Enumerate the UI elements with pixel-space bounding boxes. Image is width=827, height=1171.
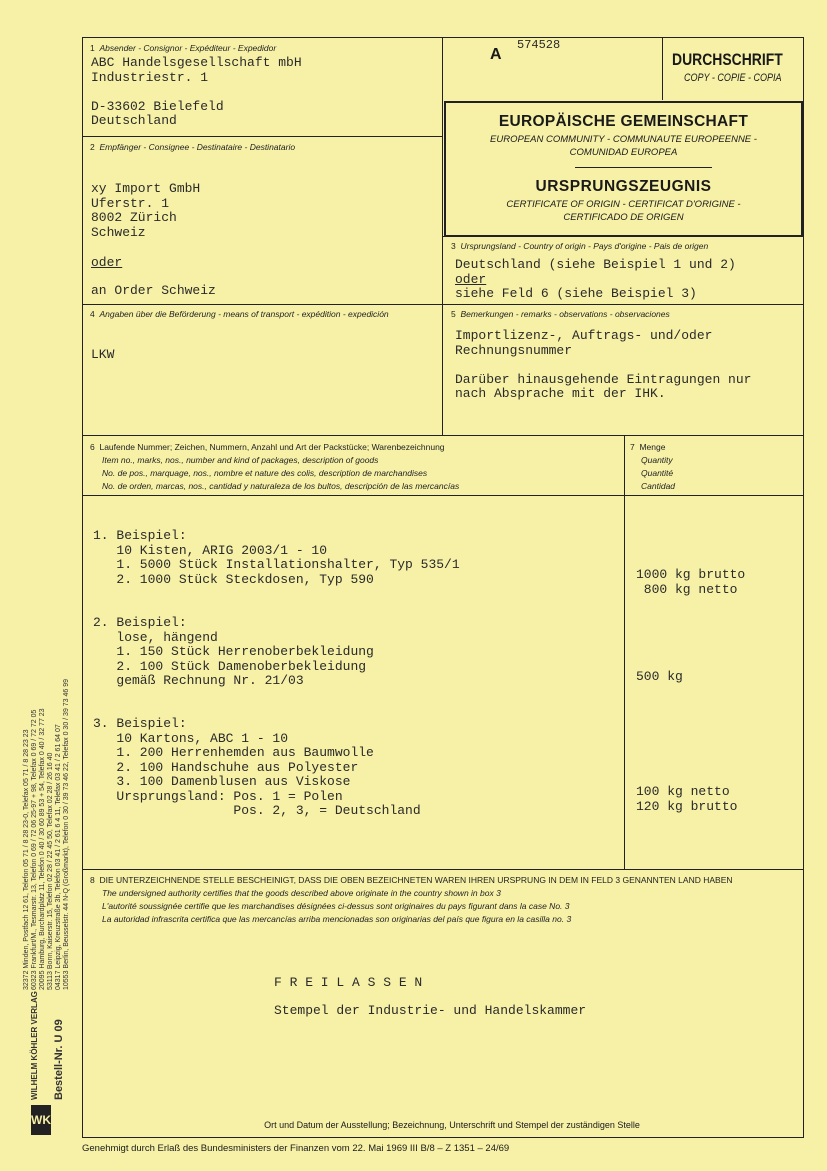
goods-example-1: 1. Beispiel: 10 Kisten, ARIG 2003/1 - 10 1. 5000 Stück Installationshalter, Typ 535/1 2. 1000 Stück Steckdosen, Typ 590 xyxy=(93,528,460,587)
box7-num: 7 xyxy=(630,442,635,452)
box7-text-de: Menge xyxy=(639,442,666,452)
publisher-address-2: 60323 Frankfurt/M., Tesmarstr. 13, Telefon 0 69 / 72 06 25-97 + 98, Telefax 0 69 / 72 72 05 xyxy=(31,709,38,990)
box8-label-l1 xyxy=(90,875,733,885)
box7-label-l4: Cantidad xyxy=(641,481,676,491)
freilassen: F R E I L A S S E N xyxy=(274,975,423,990)
durchschrift-title xyxy=(672,50,807,70)
box7-label-l3: Quantité xyxy=(641,468,674,478)
copy-text: COPY - COPIE - COPIA xyxy=(684,72,782,84)
origin-line2: siehe Feld 6 (siehe Beispiel 3) xyxy=(455,286,697,301)
approval-footer: Genehmigt durch Erlaß des Bundesministers der Finanzen vom 22. Mai 1969 III B/8 – Z 1351 – 24/69 xyxy=(82,1143,510,1154)
line-box6-header xyxy=(82,495,804,496)
publisher-address-3: 20095 Hamburg, Burchardplatz 11, Telefon 0 40 / 30 60 89 53 + 54, Telefax 0 40 / 32 77 23 xyxy=(39,708,46,990)
box4-text: Angaben über die Beförderung - means of transport - expédition - expedición xyxy=(99,309,389,319)
box7-label-l1 xyxy=(630,442,665,452)
line-box1-bottom xyxy=(82,136,443,137)
form-letter: A xyxy=(490,46,502,63)
line-box8-top xyxy=(82,869,804,870)
box8-num: 8 xyxy=(90,875,95,885)
consignee-oder: oder xyxy=(91,255,123,270)
box6-label-l3: No. de pos., marquage, nos., nombre et nature des colis, description de marchandises xyxy=(102,468,428,478)
divider-v-qty xyxy=(624,436,625,869)
publisher-address-5: 04317 Leipzig, Kreuzstraße 3b, Telefon 03 41 / 2 61 6 4 11, Telefax 03 41 / 2 61 64 07 xyxy=(55,724,62,990)
publisher-logo xyxy=(31,1105,51,1135)
box8-label-l4: La autoridad infrascrita certifica que las mercancías arriba mencionadas son originarias del país que figura en la casilla no. 3 xyxy=(102,914,572,924)
frame-top xyxy=(82,37,804,38)
uz-sub2: CERTIFICADO DE ORIGEN xyxy=(563,212,684,223)
box5-label xyxy=(451,309,670,319)
box3-label xyxy=(451,241,708,251)
frame-right xyxy=(803,37,804,1138)
box4-label xyxy=(90,309,389,319)
box6-num: 6 xyxy=(90,442,95,452)
transport: LKW xyxy=(91,347,115,362)
eg-sub2: COMUNIDAD EUROPEA xyxy=(569,147,678,158)
box5-text: Bemerkungen - remarks - observations - observaciones xyxy=(460,309,670,319)
publisher-name: WILHELM KÖHLER VERLAG xyxy=(30,991,39,1100)
box8-label-l3: L'autorité soussignée certifie que les marchandises désignées ci-dessus sont originaires du pays figurant dans la case No. 3 xyxy=(102,901,570,911)
box5-num: 5 xyxy=(451,309,456,319)
box8-text-de: DIE UNTERZEICHNENDE STELLE BESCHEINIGT, DASS DIE OBEN BEZEICHNETEN WAREN IHREN URSPRUNG IN DEM IN FELD 3 GENANNTEN LAND HABEN xyxy=(99,875,733,885)
eg-sub1: EUROPEAN COMMUNITY - COMMUNAUTE EUROPEENNE - xyxy=(490,134,757,145)
uz-sub1: CERTIFICATE OF ORIGIN - CERTIFICAT D'ORIGINE - xyxy=(506,199,741,210)
box3-text: Ursprungsland - Country of origin - Pays d'origine - Pais de origen xyxy=(460,241,709,251)
origin-line1: Deutschland (siehe Beispiel 1 und 2) xyxy=(455,257,736,272)
box8-label-l2: The undersigned authority certifies that the goods described above originate in the country shown in box 3 xyxy=(102,888,501,898)
box3-num: 3 xyxy=(451,241,456,251)
ort-datum-caption: Ort und Datum der Ausstellung; Bezeichnung, Unterschrift und Stempel der zuständigen Stelle xyxy=(264,1120,640,1130)
quantity-2: 500 kg xyxy=(636,669,683,684)
frame-bottom xyxy=(82,1137,804,1138)
consignee: xy Import GmbH Uferstr. 1 8002 Zürich Schweiz xyxy=(91,181,201,240)
remarks: Importlizenz-, Auftrags- und/oder Rechnungsnummer Darüber hinausgehende Eintragungen nur nach Absprache mit der IHK. xyxy=(455,328,752,401)
box1-label xyxy=(90,43,276,53)
quantity-3: 100 kg netto 120 kg brutto xyxy=(636,784,738,814)
box6-label-l2: Item no., marks, nos., number and kind of packages, description of goods xyxy=(102,455,379,465)
stempel-text: Stempel der Industrie- und Handelskammer xyxy=(274,1003,587,1018)
copy-label xyxy=(684,72,803,84)
goods-example-2: 2. Beispiel: lose, hängend 1. 150 Stück Herrenoberbekleidung 2. 100 Stück Damenoberbekleidung gemäß Rechnung Nr. 21/03 xyxy=(93,615,374,688)
durchschrift-text: DURCHSCHRIFT xyxy=(672,50,783,69)
box6-text-de: Laufende Nummer; Zeichen, Nummern, Anzahl und Art der Packstücke; Warenbezeichnung xyxy=(99,442,445,452)
consignor: ABC Handelsgesellschaft mbH Industriestr. 1 D-33602 Bielefeld Deutschland xyxy=(91,55,302,128)
quantity-1: 1000 kg brutto 800 kg netto xyxy=(636,567,746,597)
certificate-rule xyxy=(575,167,712,168)
publisher-address-6: 10553 Berlin, Beusselstr. 44 N-Q (Großmarkt), Telefon 0 30 / 39 73 46 22, Telefax 0 30 / 39 73 46 99 xyxy=(63,678,70,990)
box6-label-l4: No. de orden, marcas, nos., cantidad y naturaleza de los bultos, descripción de las mercancías xyxy=(102,481,460,491)
box2-label xyxy=(90,142,295,152)
publisher-logo-text: WK xyxy=(31,1113,51,1127)
goods-example-3: 3. Beispiel: 10 Kartons, ABC 1 - 10 1. 200 Herrenhemden aus Baumwolle 2. 100 Handschuhe aus Polyester 3. 100 Damenblusen aus Viskose Ursprungsland: Pos. 1 = Polen Pos. 2, 3, = Deutschland xyxy=(93,716,421,818)
box1-text: Absender - Consignor - Expéditeur - Expedidor xyxy=(99,43,277,53)
box4-num: 4 xyxy=(90,309,95,319)
divider-v-header xyxy=(662,37,663,100)
box1-num: 1 xyxy=(90,43,95,53)
publisher-address-4: 53113 Bonn, Kaiserstr. 15, Telefon 02 28 / 22 45 50, Telefax 02 28 / 26 16 40 xyxy=(47,752,54,990)
line-box4-bottom xyxy=(82,435,804,436)
publisher-address-1: 32372 Minden, Postfach 12 61, Telefon 05 71 / 8 28 23-0, Telefax 05 71 / 8 28 23 23 xyxy=(23,729,30,990)
serial-number: 574528 xyxy=(517,38,561,52)
eg-title: EUROPÄISCHE GEMEINSCHAFT xyxy=(498,113,749,130)
line-box2-bottom xyxy=(82,304,804,305)
box2-num: 2 xyxy=(90,142,95,152)
frame-left xyxy=(82,37,83,1138)
origin-oder: oder xyxy=(455,272,487,287)
box7-label-l2: Quantity xyxy=(641,455,673,465)
publisher-order: Bestell-Nr. U 09 xyxy=(53,1019,65,1100)
uz-title: URSPRUNGSZEUGNIS xyxy=(535,178,712,195)
box6-label-l1 xyxy=(90,442,445,452)
consignee-alt: an Order Schweiz xyxy=(91,283,216,298)
box2-text: Empfänger - Consignee - Destinataire - Destinatario xyxy=(99,142,296,152)
